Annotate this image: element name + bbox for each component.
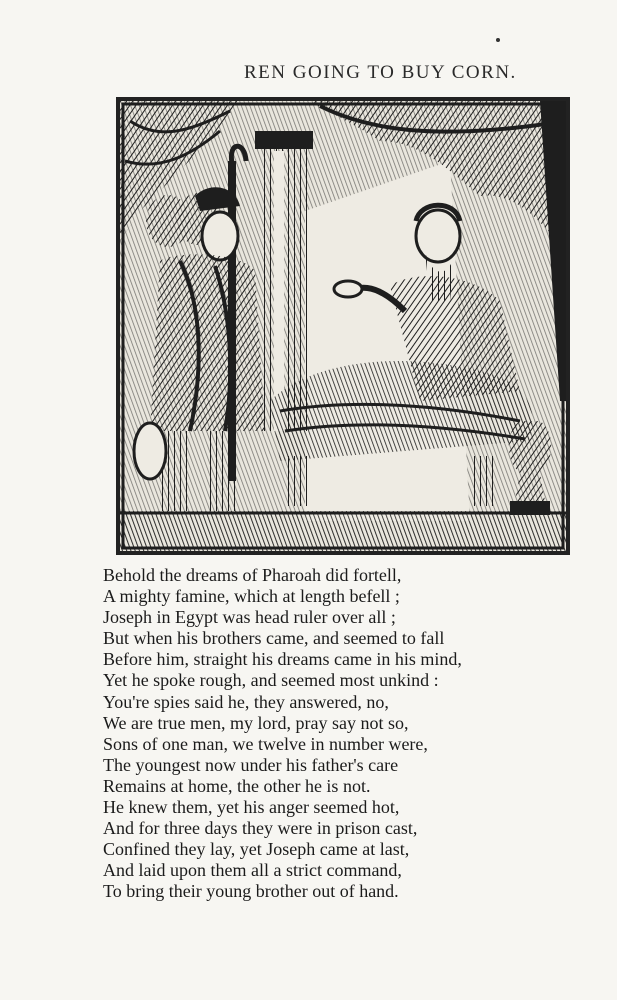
verse-line: Confined they lay, yet Joseph came at last,: [103, 839, 410, 860]
woodcut-illustration-icon: [120, 101, 566, 551]
verse-line: We are true men, my lord, pray say not so,: [103, 712, 409, 733]
verse-line: To bring their young brother out of hand.: [103, 881, 399, 902]
ink-speck: [496, 38, 500, 42]
verse-line: Yet he spoke rough, and seemed most unkind :: [103, 670, 439, 691]
verse-line: Joseph in Egypt was head ruler over all ;: [103, 607, 396, 628]
verse-line: Behold the dreams of Pharoah did fortell,: [103, 565, 402, 585]
verse-line: Sons of one man, we twelve in number were,: [103, 733, 428, 754]
verse-line: But when his brothers came, and seemed to fall: [103, 628, 445, 649]
verse-line: A mighty famine, which at length befell ;: [103, 586, 400, 607]
verse-line: The youngest now under his father's care: [103, 754, 399, 775]
woodcut-illustration: [116, 97, 570, 555]
running-title: REN GOING TO BUY CORN.: [244, 62, 517, 83]
verse-line: He knew them, yet his anger seemed hot,: [103, 797, 400, 818]
verse-line: Before him, straight his dreams came in his mind,: [103, 649, 462, 670]
verse-line: And for three days they were in prison cast,: [103, 818, 418, 839]
verse-line: Remains at home, the other he is not.: [103, 775, 371, 796]
verse-line: You're spies said he, they answered, no,: [103, 691, 389, 712]
verse-text: [103, 565, 583, 903]
verse-line: And laid upon them all a strict command,: [103, 860, 402, 881]
